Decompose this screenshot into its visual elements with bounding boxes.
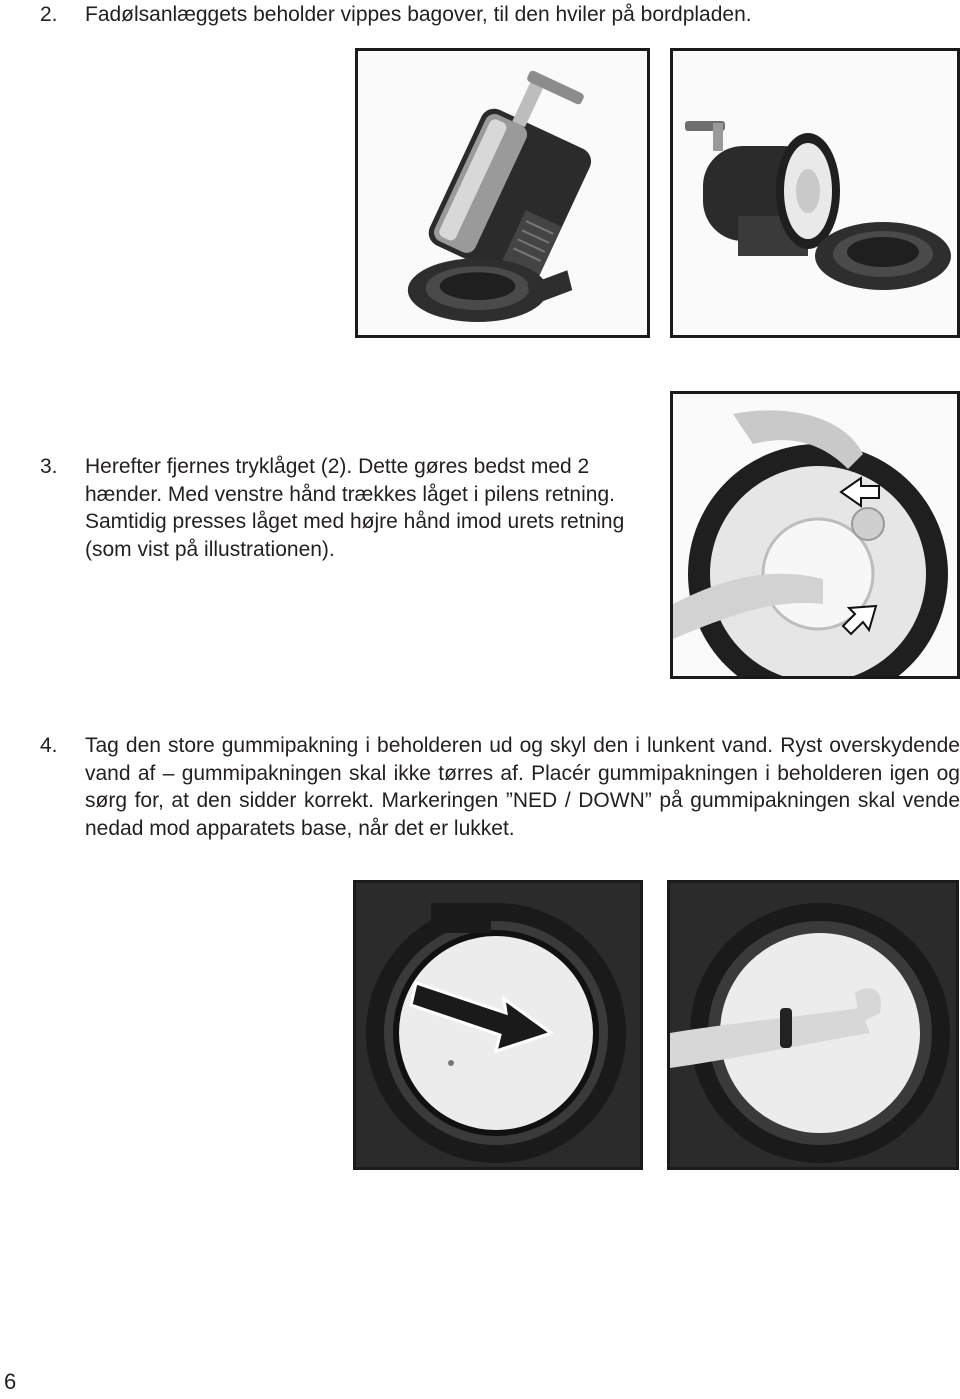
step-2-text: Fadølsanlæggets beholder vippes bagover, til den hviler på bordpladen. — [85, 3, 752, 26]
placing-gasket-illustration — [670, 883, 956, 1167]
step-3-text: Herefter fjernes tryklåget (2). Dette gøres bedst med 2 hænder. Med venstre hånd trækkes låget i pilens retning. Samtidig presses låget med højre hånd imod urets retning (som vist på illustrationen). — [85, 455, 625, 561]
photo-dispenser-tilted-with-tap — [355, 48, 650, 338]
photo-gasket-arrow — [353, 880, 643, 1170]
photo-removing-pressure-lid — [670, 391, 960, 679]
gasket-arrow-illustration — [356, 883, 640, 1167]
dispenser-tilted-illustration — [358, 51, 647, 335]
step-4-text: Tag den store gummipakning i beholderen ud og skyl den i lunkent vand. Ryst overskydende vand af – gummipakningen skal ikke tørres af. Placér gummipakningen i beholderen igen og sørg for, at den sidder korrekt. Markeringen ”NED / DOWN” på gummipakningen skal vende nedad mod apparatets base, når det er lukket. — [85, 734, 960, 840]
step-4-number: 4. — [40, 734, 58, 757]
removing-lid-illustration — [673, 394, 957, 676]
step-2-number: 2. — [40, 3, 58, 26]
photo-placing-gasket — [667, 880, 959, 1170]
photo-dispenser-on-back — [670, 48, 960, 338]
page-number: 6 — [4, 1369, 17, 1394]
dispenser-on-back-illustration — [673, 51, 957, 335]
step-3-number: 3. — [40, 455, 58, 478]
